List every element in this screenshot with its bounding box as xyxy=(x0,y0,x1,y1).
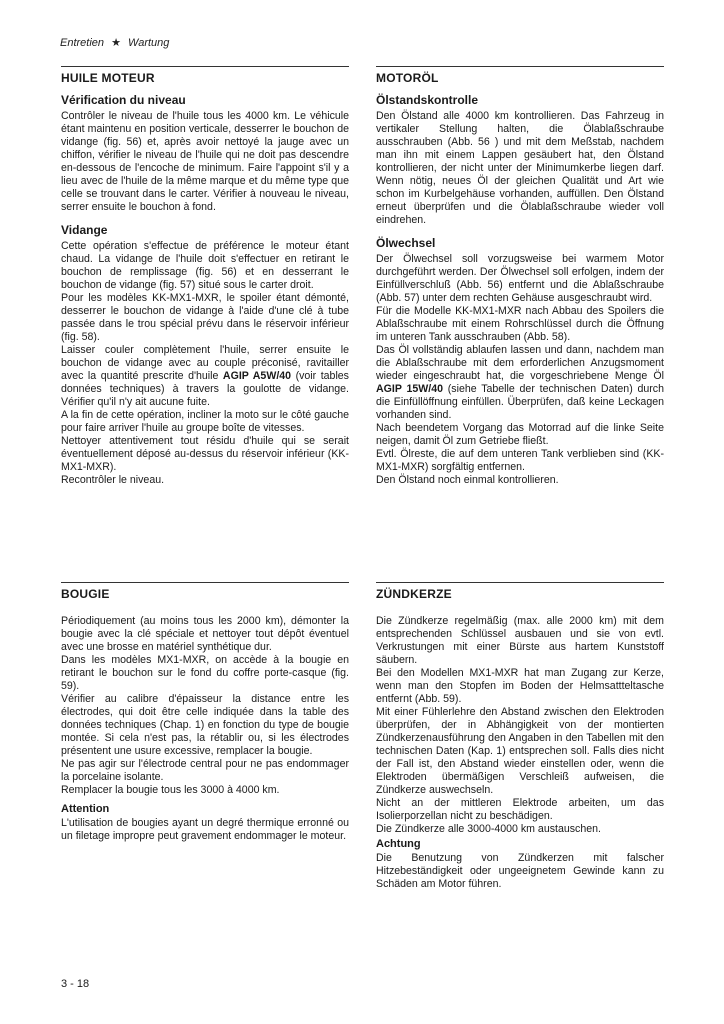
paragraph: Der Ölwechsel soll vorzugsweise bei warmem Motor durchgeführt werden. Der Ölwechsel soll erfolgen, indem der Einfüllverschluß (Abb. 56) entfernt und die Ablaßschraube (Abb. 57) unter dem rechten Gehäuse ausgeschraubt wird. xyxy=(376,253,664,304)
paragraph: Mit einer Fühlerlehre den Abstand zwischen den Elektroden überprüfen, der in Abhängigkeit von der montierten Zündkerzenausführung den Angaben in den Tabellen mit den technischen Daten (Kap. 1) entsprechen soll. Falls dies nicht der Fall ist, den Abstand wieder einstellen oder, wenn die Elektroden übermäßigen Verschleiß aufweisen, die Zündkerze auswechseln. xyxy=(376,706,664,796)
section-title: MOTORÖL xyxy=(376,71,439,85)
paragraph: Cette opération s'effectue de préférence le moteur étant chaud. La vidange de l'huile doit s'effectuer en retirant le bouchon de remplissage (fig. 56) et en desserrant le bouchon de vidange (fig. 57) situé sous le carter droit. xyxy=(61,240,349,291)
paragraph xyxy=(61,344,349,409)
section-title: ZÜNDKERZE xyxy=(376,587,452,601)
section-title: HUILE MOTEUR xyxy=(61,71,155,85)
paragraph: Die Benutzung von Zündkerzen mit falscher Hitzebeständigkeit oder ungeeignetem Gewinde kann zu Schäden am Motor führen. xyxy=(376,852,664,890)
paragraph: Remplacer la bougie tous les 3000 à 4000 km. xyxy=(61,784,280,796)
section-title: BOUGIE xyxy=(61,587,110,601)
text-run: Das Öl vollständig ablaufen lassen und dann, nachdem man die Ablaßschraube mit dem erforderlichen Anzugsmoment wieder eingeschraubt hat, die vorgeschriebene Menge Öl xyxy=(376,344,664,382)
paragraph: Ne pas agir sur l'électrode central pour ne pas endommager la porcelaine isolante. xyxy=(61,758,349,783)
text-run: (voir tables données techniques) à travers la goulotte de vidange. Vérifier qu'il n'y ait aucune fuite. xyxy=(61,370,349,408)
attention-title: Attention xyxy=(61,803,110,815)
paragraph: Die Zündkerze regelmäßig (max. alle 2000 km) mit dem entsprechenden Schlüssel ausbauen und sie von evtl. Verkrustungen mit einer Bürste aus hartem Kunststoff säubern. xyxy=(376,615,664,666)
motoroel-section xyxy=(376,66,664,487)
paragraph: Vérifier au calibre d'épaisseur la distance entre les électrodes, qui doit être celle indiquée dans la table des données techniques (Chap. 1) en fonction du type de bougie montée. Si cela n'est pas, la rétablir ou, si les électrodes présentent une usure excessive, remplacer la bougie. xyxy=(61,693,349,757)
section-rule xyxy=(61,582,349,583)
paragraph: A la fin de cette opération, incliner la moto sur le côté gauche pour faire arriver l'huile au groupe boîte de vitesses. xyxy=(61,409,349,434)
subsection-title: Vidange xyxy=(61,223,108,237)
oil-spec: AGIP A5W/40 xyxy=(222,370,292,382)
paragraph: Nicht an der mittleren Elektrode arbeiten, um das Isolierporzellan nicht zu beschädigen. xyxy=(376,797,664,822)
paragraph: Recontrôler le niveau. xyxy=(61,474,165,486)
paragraph: Die Zündkerze alle 3000-4000 km austauschen. xyxy=(376,823,601,835)
star-icon: ★ xyxy=(111,37,121,49)
section-rule xyxy=(61,66,349,67)
paragraph: Für die Modelle KK-MX1-MXR nach Abbau des Spoilers die Ablaßschraube mit einem Rohrschlüssel durch die Öffnung im unteren Tank ausschrauben (Abb. 58). xyxy=(376,305,664,343)
paragraph: Pour les modèles KK-MX1-MXR, le spoiler étant démonté, desserrer le bouchon de vidange à l'aide d'une clé à tube passée dans le trou spécial prévu dans le réservoir inférieur (fig. 58). xyxy=(61,292,349,343)
oil-spec: AGIP 15W/40 xyxy=(376,383,443,395)
paragraph: L'utilisation de bougies ayant un degré thermique erronné ou un filetage impropre peut gravement endommager le moteur. xyxy=(61,817,349,842)
paragraph: Bei den Modellen MX1-MXR hat man Zugang zur Kerze, wenn man den Stopfen im Boden der Helmsattteltasche entfernt (Abb. 59). xyxy=(376,667,664,705)
paragraph xyxy=(376,344,664,422)
paragraph: Den Ölstand noch einmal kontrollieren. xyxy=(376,474,559,486)
paragraph: Evtl. Ölreste, die auf dem unteren Tank verblieben sind (KK-MX1-MXR) sorgfältig entfernen. xyxy=(376,448,664,473)
paragraph: Nach beendetem Vorgang das Motorrad auf die linke Seite neigen, damit Öl zum Getriebe fließt. xyxy=(376,422,664,447)
huile-moteur-section xyxy=(61,66,349,487)
section-rule xyxy=(376,582,664,583)
section-rule xyxy=(376,66,664,67)
paragraph: Contrôler le niveau de l'huile tous les 4000 km. Le véhicule étant maintenu en position verticale, desserrer le bouchon de vidange (fig. 56) et, après avoir nettoyé la jauge avec un chiffon, vérifier le niveau de l'huile qui ne doit pas descendre en-dessous de l'encoche de minimum. Faire l'appoint s'il y a lieu avec de l'huile de la même marque et du même type que celle se trouvant dans le carter. Vérifier à nouveau le niveau, serrer ensuite le bouchon à fond. xyxy=(61,110,349,213)
zuendkerze-section xyxy=(376,582,664,891)
subsection-title: Ölwechsel xyxy=(376,236,436,250)
subsection-title: Ölstandskontrolle xyxy=(376,93,479,107)
page-number: 3 - 18 xyxy=(61,978,90,990)
achtung-title: Achtung xyxy=(376,838,421,850)
paragraph: Périodiquement (au moins tous les 2000 km), démonter la bougie avec la clé spéciale et nettoyer tout dépôt éventuel avec une brosse en matériel synthétique dur. xyxy=(61,615,349,653)
paragraph: Den Ölstand alle 4000 km kontrollieren. Das Fahrzeug in vertikaler Stellung halten, die Ölablaßschraube ausschrauben (Abb. 56 ) und mit dem Meßstab, nachdem man ihn mit einem Lappen gesäubert hat, den Ölstand kontrollieren, der nicht unter der Minimumkerbe liegen darf. Wenn nötig, neues Öl der gleichen Qualität und Art wie schon im Kurbelgehäuse vorhanden, auffüllen. Den Ölstand erneut überprüfen und die Ölablaßschraube wieder voll eindrehen. xyxy=(376,110,664,226)
bougie-section xyxy=(61,582,349,843)
text-run: Laisser couler complètement l'huile, serrer ensuite le bouchon de vidange avec au couple préconisé, ravitailler avec la quantité prescrite d'huile xyxy=(61,344,349,382)
header-left: Entretien xyxy=(60,37,105,49)
paragraph: Nettoyer attentivement tout résidu d'huile qui se serait éventuellement déposé au-dessus du réservoir inférieur (KK-MX1-MXR). xyxy=(61,435,349,473)
paragraph: Dans les modèles MX1-MXR, on accède à la bougie en retirant le bouchon sur le fond du coffre porte-casque (fig. 59). xyxy=(61,654,349,692)
running-header xyxy=(60,36,169,49)
text-run: (siehe Tabelle der technischen Daten) durch die Einfüllöffnung einfüllen. Überprüfen, daß keine Leckagen vorhanden sind. xyxy=(376,383,664,421)
header-right: Wartung xyxy=(128,37,170,49)
subsection-title: Vérification du niveau xyxy=(61,93,186,107)
